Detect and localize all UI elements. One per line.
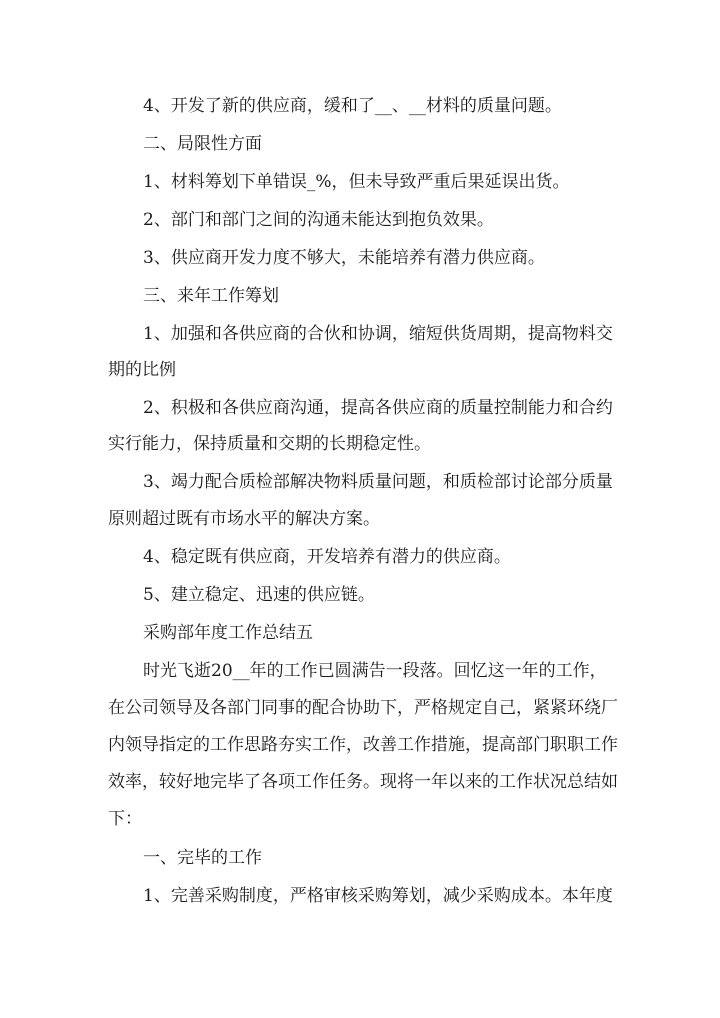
paragraph-line: 3、竭力配合质检部解决物料质量问题，和质检部讨论部分质量	[143, 472, 613, 492]
paragraph-line: 效率，较好地完毕了各项工作任务。现将一年以来的工作状况总结如	[108, 772, 618, 792]
paragraph-line: 2、积极和各供应商沟通，提高各供应商的质量控制能力和合约	[143, 398, 613, 418]
section-heading: 二、局限性方面	[143, 134, 262, 154]
paragraph-line: 期的比例	[108, 360, 176, 380]
section-heading: 三、来年工作筹划	[143, 286, 279, 306]
section-heading: 一、完毕的工作	[143, 848, 262, 868]
paragraph-line: 时光飞逝20__年的工作已圆满告一段落。回忆这一年的工作，	[143, 661, 607, 681]
paragraph-line: 原则超过既有市场水平的解决方案。	[108, 509, 380, 529]
paragraph-line: 下：	[108, 809, 142, 829]
paragraph-line: 4、稳定既有供应商，开发培养有潜力的供应商。	[143, 547, 511, 567]
paragraph-line: 3、供应商开发力度不够大，未能培养有潜力供应商。	[143, 248, 545, 268]
paragraph-line: 在公司领导及各部门同事的配合协助下，严格规定自己，紧紧环绕厂	[108, 698, 618, 718]
paragraph-line: 实行能力，保持质量和交期的长期稳定性。	[108, 434, 431, 454]
paragraph-line: 1、完善采购制度，严格审核采购筹划，减少采购成本。本年度	[143, 886, 613, 906]
section-title: 采购部年度工作总结五	[143, 623, 313, 643]
paragraph-line: 1、加强和各供应商的合伙和协调，缩短供货周期，提高物料交	[143, 324, 613, 344]
paragraph-line: 内领导指定的工作思路夯实工作，改善工作措施，提高部门职职工作	[108, 735, 618, 755]
paragraph-line: 5、建立稳定、迅速的供应链。	[143, 585, 375, 605]
paragraph-line: 4、开发了新的供应商，缓和了__、__材料的质量问题。	[143, 96, 562, 116]
paragraph-line: 2、部门和部门之间的沟通未能达到抱负效果。	[143, 210, 494, 230]
paragraph-line: 1、材料筹划下单错误_%，但未导致严重后果延误出货。	[143, 172, 570, 192]
